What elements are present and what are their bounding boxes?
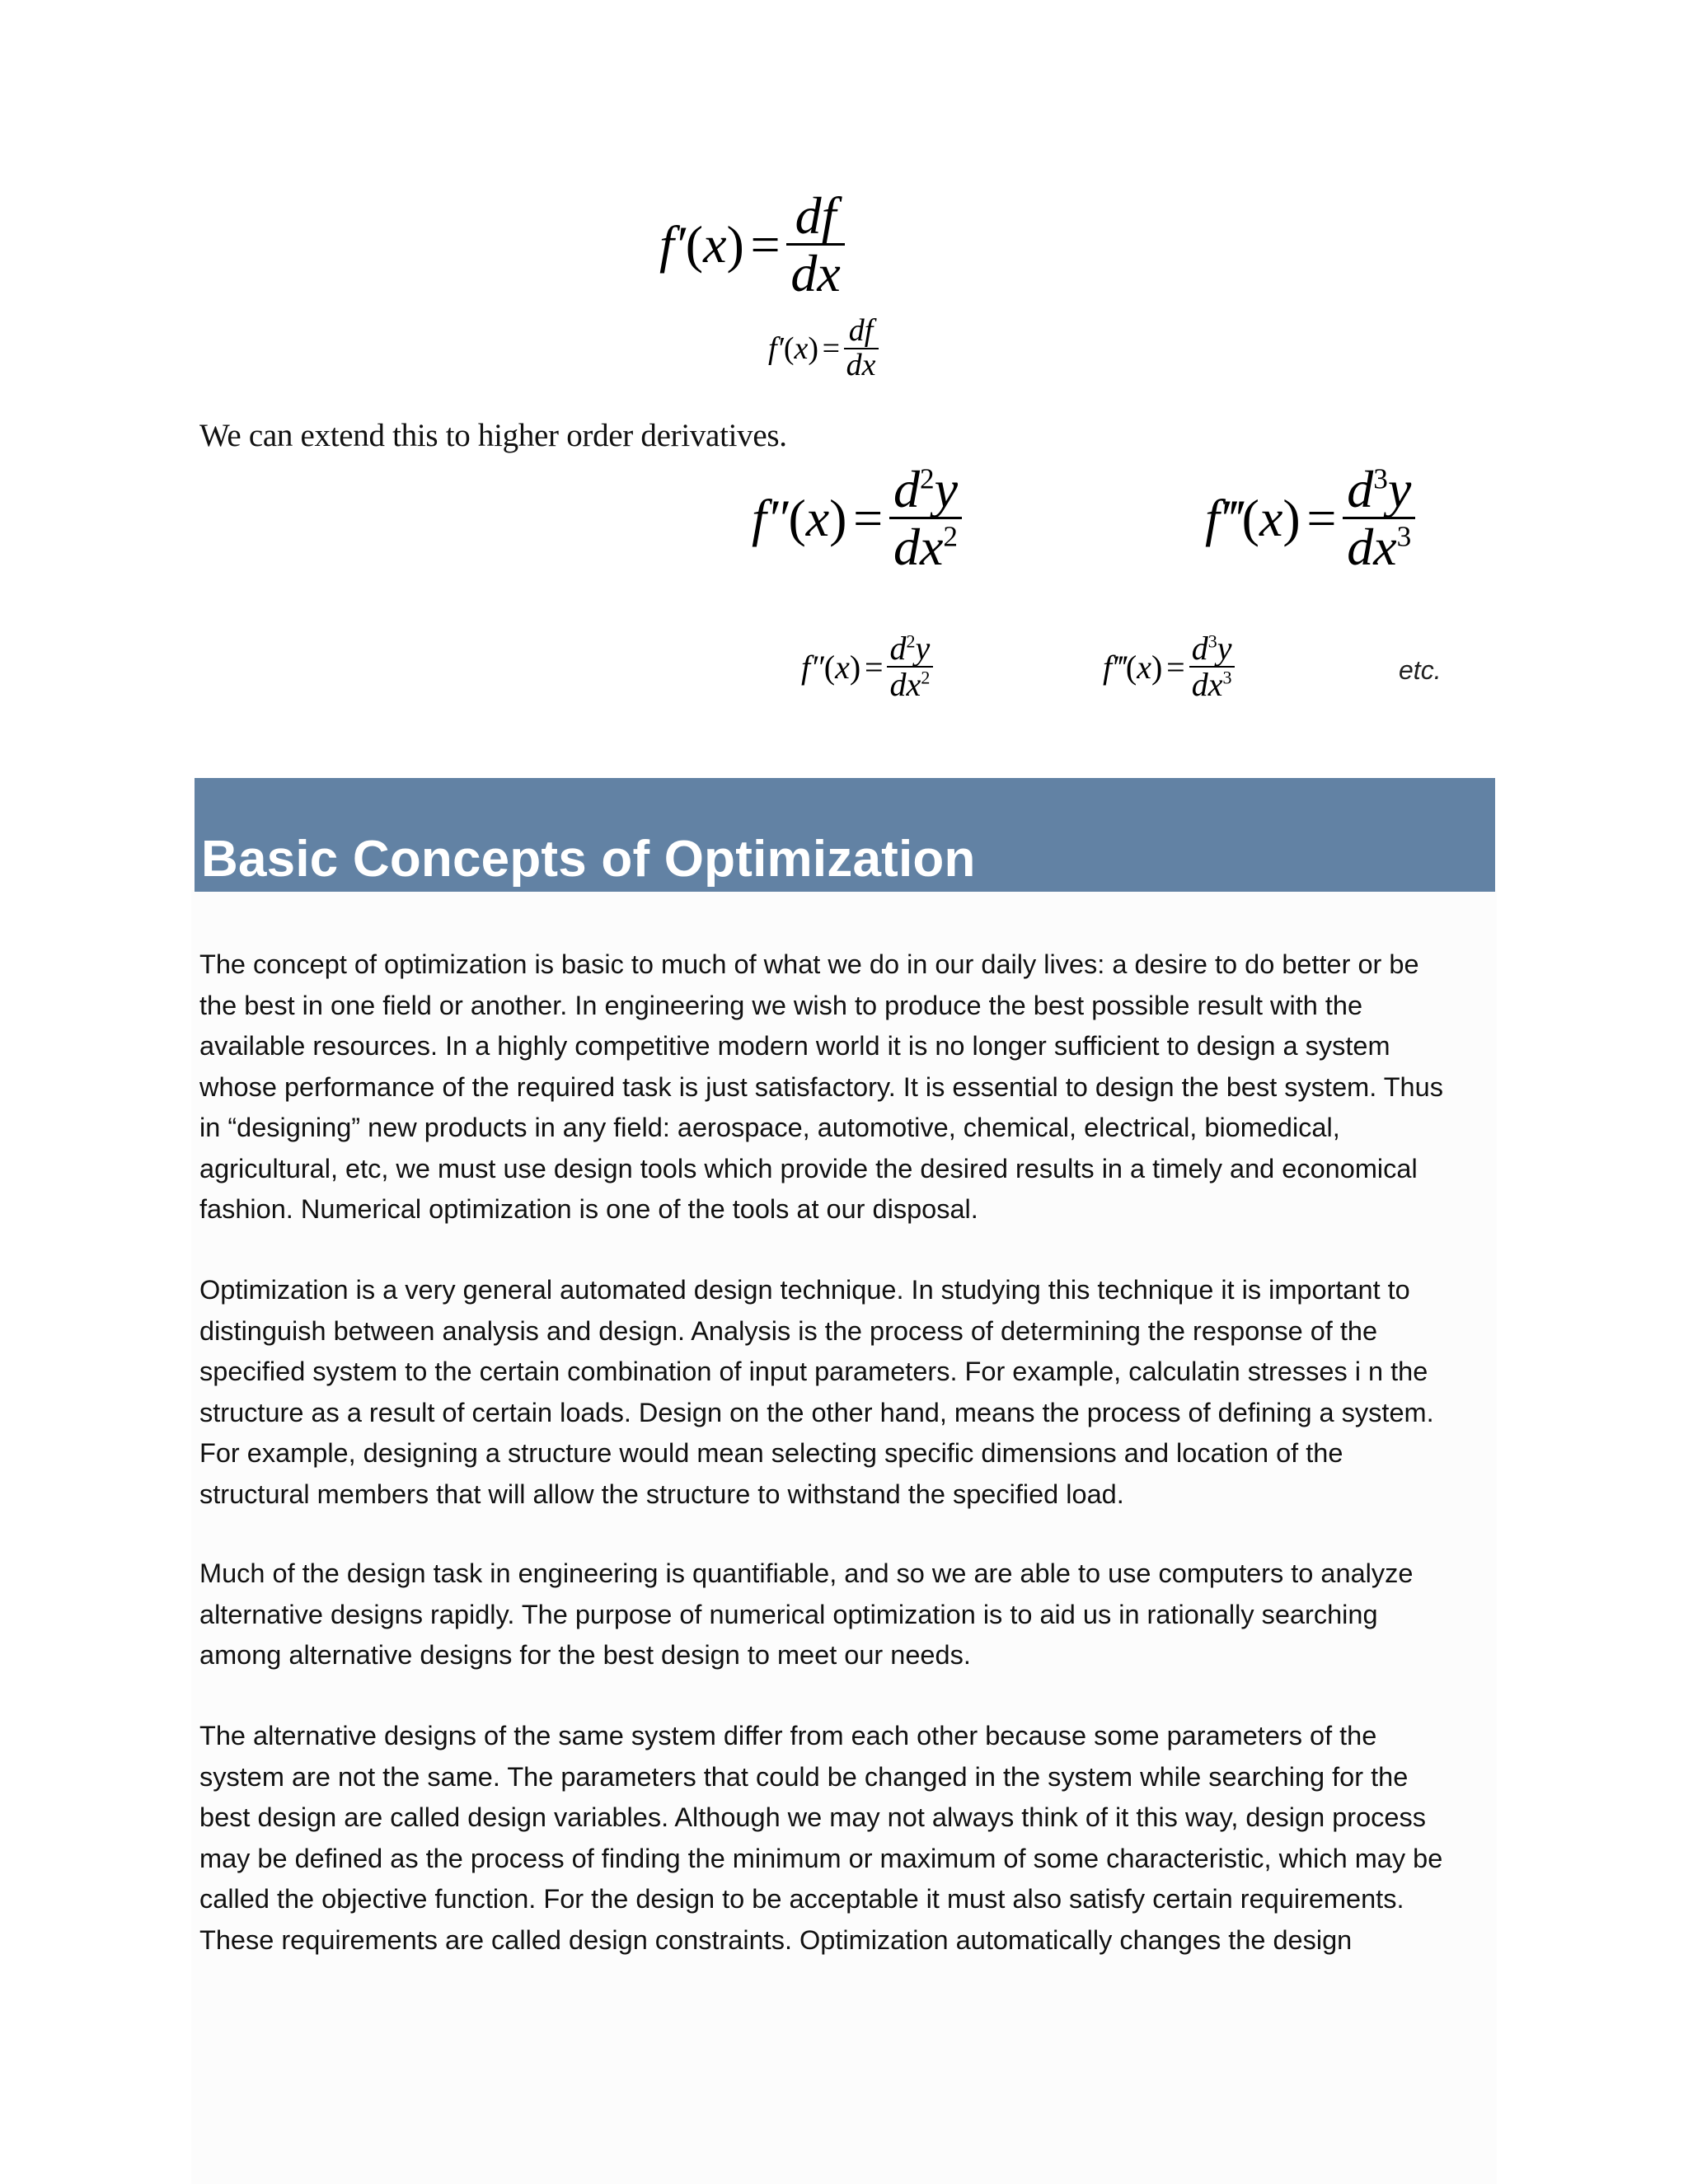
paragraph-line: system are not the same. The parameters that could be changed in the system while searching for the	[199, 1761, 1409, 1792]
paragraph-line: Much of the design task in engineering is quantifiable, and so we are able to use computers to analyze	[199, 1558, 1414, 1588]
paragraph-line: whose performance of the required task is just satisfactory. It is essential to design the best system. Thus	[199, 1071, 1443, 1102]
paragraph-line: For example, designing a structure would mean selecting specific dimensions and location of the	[199, 1438, 1343, 1468]
paragraph-4	[199, 1716, 1502, 1961]
equation-first-derivative-small: f′ ( x ) = $\frac{df}{dx}$	[768, 315, 879, 382]
paragraph-line: structure as a result of certain loads. Design on the other hand, means the process of defining a system.	[199, 1397, 1434, 1427]
paragraph-1	[199, 944, 1502, 1230]
paragraph-line: structural members that will allow the structure to withstand the specified load.	[199, 1479, 1124, 1509]
section-title: Basic Concepts of Optimization	[201, 831, 976, 888]
paragraph-3	[199, 1554, 1502, 1676]
paragraph-line: agricultural, etc, we must use design tools which provide the desired results in a timely and economical	[199, 1153, 1418, 1183]
paragraph-line: The concept of optimization is basic to much of what we do in our daily lives: a desire to do better or be	[199, 949, 1419, 979]
equation-third-derivative-small: f‴ ( x ) = $\frac{d^3y}{dx^3}$	[1103, 631, 1235, 702]
paragraph-line: fashion. Numerical optimization is one of the tools at our disposal.	[199, 1194, 978, 1224]
intro-sentence: We can extend this to higher order derivatives.	[199, 418, 787, 453]
equation-third-derivative-large: f‴ ( x ) = $\frac{d^3y}{dx^3}$	[1205, 462, 1415, 574]
paragraph-line: among alternative designs for the best design to meet our needs.	[199, 1640, 971, 1670]
paragraph-line: the best in one field or another. In engineering we wish to produce the best possible result with the	[199, 990, 1363, 1020]
equation-second-derivative-small: f″ ( x ) = $\frac{d^2y}{dx^2}$	[801, 631, 933, 702]
paragraph-2	[199, 1270, 1502, 1515]
section-banner	[195, 778, 1495, 892]
paragraph-line: best design are called design variables. Although we may not always think of it this way, design process	[199, 1802, 1426, 1832]
paragraph-line: may be defined as the process of finding the minimum or maximum of some characteristic, which may be	[199, 1843, 1443, 1873]
paragraph-line: These requirements are called design constraints. Optimization automatically changes the design	[199, 1924, 1353, 1955]
etc-label: etc.	[1399, 655, 1442, 685]
paragraph-line: in “designing” new products in any field: aerospace, automotive, chemical, electrical, biomedical,	[199, 1113, 1340, 1142]
paragraph-line: alternative designs rapidly. The purpose of numerical optimization is to aid us in rationally searching	[199, 1599, 1378, 1629]
paragraph-line: available resources. In a highly competitive modern world it is no longer sufficient to design a system	[199, 1031, 1390, 1061]
paragraph-line: The alternative designs of the same system differ from each other because some parameters of the	[199, 1721, 1377, 1750]
equation-second-derivative-large: f″ ( x ) = $\frac{d^2y}{dx^2}$	[752, 462, 962, 574]
paragraph-line: Optimization is a very general automated design technique. In studying this technique it is important to	[199, 1275, 1410, 1305]
paragraph-line: specified system to the certain combination of input parameters. For example, calculatin stresses i n the	[199, 1357, 1428, 1386]
paragraph-line: distinguish between analysis and design. Analysis is the process of determining the response of the	[199, 1315, 1378, 1346]
equation-first-derivative-large: f′ ( x ) = $\frac{df}{dx}$	[659, 188, 845, 301]
paragraph-line: called the objective function. For the design to be acceptable it must also satisfy certain requirements.	[199, 1884, 1404, 1914]
